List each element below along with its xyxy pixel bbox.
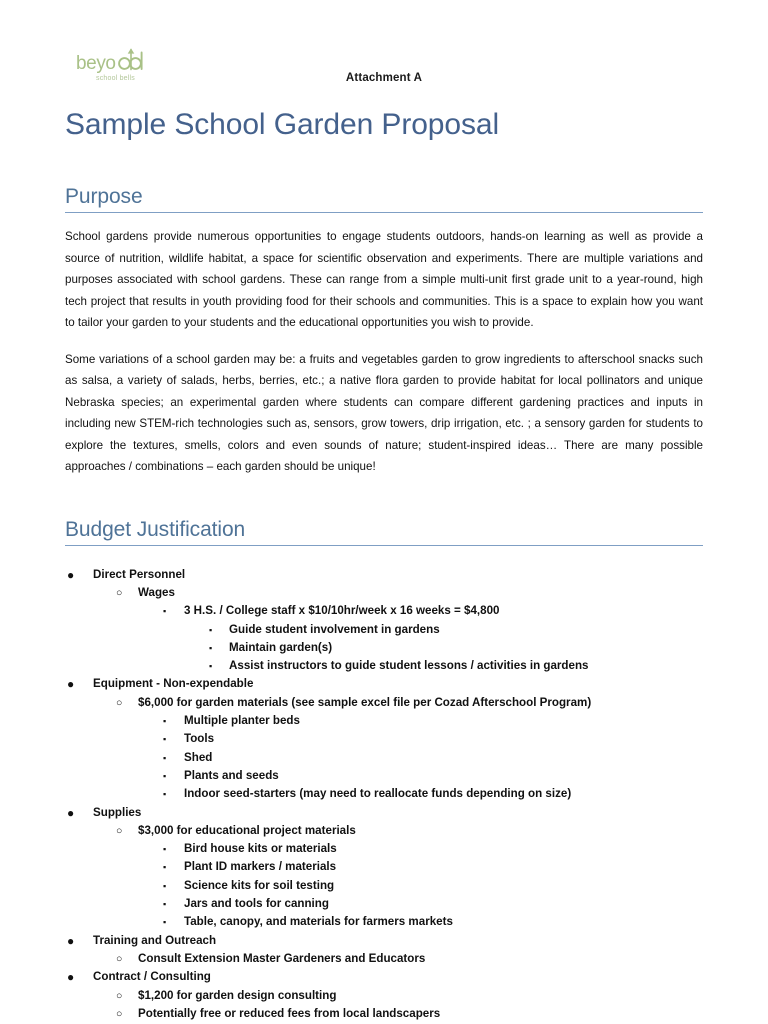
bullet-level-1-icon: ●: [67, 677, 75, 692]
budget-list-item: [65, 858, 703, 876]
bullet-level-3-icon: ▪: [163, 844, 167, 855]
budget-list-item: [65, 877, 703, 895]
attachment-label: Attachment A: [345, 72, 423, 84]
budget-list-item-label: Guide student involvement in gardens: [229, 622, 440, 636]
budget-list-item-label: Contract / Consulting: [93, 970, 211, 984]
bullet-level-1-icon: ●: [67, 970, 75, 985]
budget-list-item-label: Training and Outreach: [93, 933, 217, 947]
bullet-level-2-icon: ○: [116, 1007, 123, 1020]
budget-list-item: [65, 968, 703, 986]
section-heading-purpose: Purpose: [65, 185, 703, 213]
budget-list-item-label: Table, canopy, and materials for farmers markets: [184, 915, 453, 929]
bullet-level-3-icon: ▪: [163, 789, 167, 800]
bullet-level-1-icon: ●: [67, 933, 75, 948]
budget-list-item-label: Jars and tools for canning: [184, 897, 329, 911]
budget-list-item-label: Plant ID markers / materials: [184, 860, 337, 874]
budget-list-item: [65, 602, 703, 620]
budget-list-item-label: Equipment - Non-expendable: [93, 677, 254, 691]
bullet-level-3-icon: ▪: [163, 899, 167, 910]
budget-list-item: [65, 675, 703, 693]
budget-list-item: [65, 584, 703, 602]
budget-list-item-label: Shed: [184, 750, 213, 764]
bullet-level-3-icon: ▪: [163, 917, 167, 928]
bullet-level-2-icon: ○: [116, 824, 123, 837]
budget-list-item-label: Maintain garden(s): [229, 640, 333, 654]
bullet-level-4-icon: ▪: [209, 642, 213, 653]
budget-list-item: [65, 621, 703, 639]
budget-list-item: [65, 822, 703, 840]
bullet-level-2-icon: ○: [116, 952, 123, 965]
bullet-level-2-icon: ○: [116, 989, 123, 1002]
budget-list-item: [65, 804, 703, 822]
bullet-level-1-icon: ●: [67, 805, 75, 820]
bullet-level-1-icon: ●: [67, 567, 75, 582]
budget-list-item: [65, 932, 703, 950]
section-heading-budget-justification: Budget Justification: [65, 518, 703, 546]
budget-list-item-label: Multiple planter beds: [184, 714, 300, 728]
budget-list-item-label: Consult Extension Master Gardeners and Educators: [138, 951, 426, 965]
purpose-paragraph-2: Some variations of a school garden may be: a fruits and vegetables garden to grow ingredients to afterschool snacks such as salsa, a variety of salads, herbs, berries, etc.; a native flora garden to provide habitat for local pollinators and unique Nebraska species; an experimental garden where students can compare different gardening practices and inputs in including new STEM-rich technologies such as, sensors, grow towers, drip irrigation, etc. ; a sensory garden for students to explore the textures, smells, colors and even sounds of nature; student-inspired ideas… There are many possible approaches / combinations – each garden should be unique!: [65, 352, 703, 474]
budget-list-item-label: Tools: [184, 732, 215, 746]
budget-list-item: [65, 950, 703, 968]
budget-list-item-label: $1,200 for garden design consulting: [138, 988, 337, 1002]
budget-list-item-label: $6,000 for garden materials (see sample excel file per Cozad Afterschool Program): [138, 695, 592, 709]
budget-list-item-label: Science kits for soil testing: [184, 878, 335, 892]
bullet-level-3-icon: ▪: [163, 716, 167, 727]
budget-list-item: [65, 895, 703, 913]
document-content: [65, 0, 703, 1023]
budget-list-item: [65, 987, 703, 1005]
budget-list-item: [65, 840, 703, 858]
budget-list-item: [65, 730, 703, 748]
budget-list-item: [65, 639, 703, 657]
budget-list-item: [65, 657, 703, 675]
bullet-level-3-icon: ▪: [163, 770, 167, 781]
budget-list-item-label: Wages: [138, 585, 175, 599]
bullet-level-3-icon: ▪: [163, 862, 167, 873]
bullet-level-4-icon: ▪: [209, 624, 213, 635]
bullet-level-4-icon: ▪: [209, 661, 213, 672]
budget-list-item: [65, 785, 703, 803]
budget-list-item: [65, 913, 703, 931]
bullet-level-2-icon: ○: [116, 586, 123, 599]
budget-list-item: [65, 767, 703, 785]
svg-text:beyo: beyo: [76, 53, 116, 74]
budget-list-item: [65, 694, 703, 712]
bullet-level-3-icon: ▪: [163, 880, 167, 891]
budget-list-item: [65, 749, 703, 767]
purpose-paragraph-1: School gardens provide numerous opportunities to engage students outdoors, hands-on learning as well as provide a source of nutrition, wildlife habitat, a space for scientific observation and experiments. There are multiple variations and purposes associated with school gardens. These can range from a simple multi-unit first grade unit to a year-round, high tech project that results in youth providing food for their schools and communities. This is a space to explain how you want to tailor your garden to your students and the educational opportunities you wish to provide.: [65, 230, 703, 330]
budget-list-item: [65, 566, 703, 584]
budget-list-item-label: Assist instructors to guide student lessons / activities in gardens: [229, 659, 589, 673]
bullet-level-2-icon: ○: [116, 696, 123, 709]
budget-list-item-label: 3 H.S. / College staff x $10/10hr/week x 16 weeks = $4,800: [184, 604, 500, 618]
budget-list-item: [65, 1005, 703, 1023]
bullet-level-3-icon: ▪: [163, 752, 167, 763]
budget-list-item-label: Plants and seeds: [184, 768, 279, 782]
budget-list-item-label: Supplies: [93, 805, 142, 819]
budget-list-item: [65, 712, 703, 730]
budget-list-item-label: $3,000 for educational project materials: [138, 823, 356, 837]
budget-list-item-label: Bird house kits or materials: [184, 842, 337, 856]
budget-outline-list: [65, 566, 703, 1023]
bullet-level-3-icon: ▪: [163, 606, 167, 617]
bullet-level-3-icon: ▪: [163, 734, 167, 745]
budget-list-item-label: Potentially free or reduced fees from local landscapers: [138, 1006, 441, 1020]
page-title: Sample School Garden Proposal: [65, 108, 500, 141]
budget-list-item-label: Direct Personnel: [93, 567, 186, 581]
svg-text:school bells: school bells: [96, 75, 135, 82]
budget-list-item-label: Indoor seed-starters (may need to reallocate funds depending on size): [184, 787, 572, 801]
